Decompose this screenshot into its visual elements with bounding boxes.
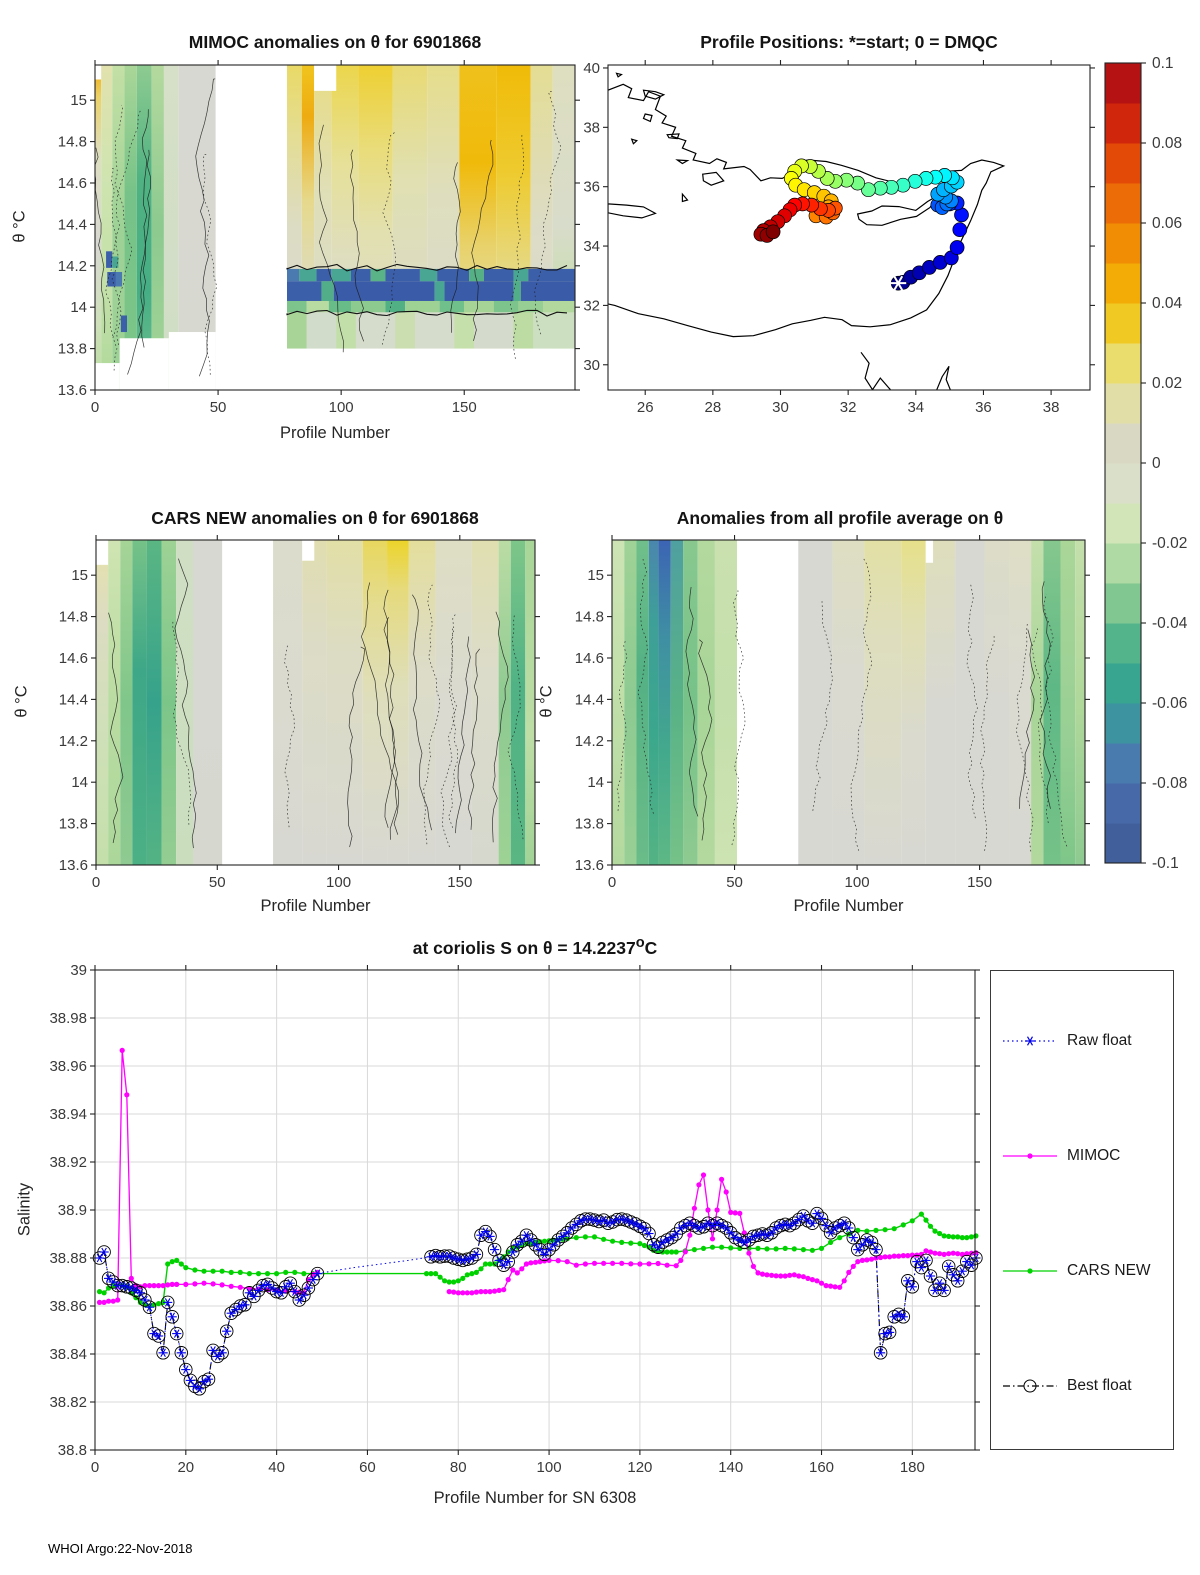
allprof-anomaly-heatmap [575, 535, 1090, 891]
tick-label: 14.6 [58, 649, 88, 667]
legend-entry-raw-float [991, 1029, 1173, 1053]
tick-label: 14.8 [58, 608, 88, 626]
allprof-anomaly-heatmap-cells [612, 540, 1085, 865]
salinity-line-chart [49, 962, 982, 1476]
tick-label: 38 [583, 119, 600, 137]
tick-label: 38.94 [49, 1106, 87, 1123]
tick-label: 0.04 [1152, 295, 1183, 312]
chart-grid [95, 970, 975, 1450]
legend [990, 970, 1174, 1450]
tick-label: 38.96 [49, 1058, 87, 1075]
legend-label-best-float: Best float [1067, 1377, 1132, 1394]
tick-label: 36 [583, 178, 600, 196]
tick-label: 100 [536, 1459, 562, 1476]
salinity-title-unit: C [644, 937, 658, 958]
cars-ylabel: θ °C [12, 685, 31, 718]
tick-label: -0.08 [1152, 775, 1188, 792]
tick-label: 150 [447, 874, 473, 891]
tick-label: -0.02 [1152, 535, 1188, 552]
tick-label: 14.4 [574, 691, 604, 709]
coastline [617, 73, 622, 77]
tick-label: 15 [71, 567, 88, 585]
tick-label: 36 [975, 399, 992, 416]
tick-label: 13.6 [58, 857, 88, 874]
salinity-title-main: at coriolis S on θ = 14.2237 [412, 937, 636, 958]
mimoc-anomaly-heatmap-cells [95, 65, 575, 390]
tick-label: 50 [726, 874, 743, 891]
allprof-plot-title: Anomalies from all profile average on θ [676, 508, 1004, 528]
tick-label: 38.98 [49, 1010, 87, 1027]
tick-label: 0 [91, 874, 101, 891]
tick-label: -0.1 [1152, 855, 1179, 872]
tick-label: 13.8 [58, 815, 88, 833]
coastline [644, 114, 653, 121]
tick-label: 30 [772, 399, 789, 416]
tick-label: 0.1 [1152, 55, 1174, 72]
tick-label: 38.8 [57, 1442, 87, 1459]
tick-label: 180 [899, 1459, 925, 1476]
raw-float-line-sample [1001, 1031, 1059, 1051]
coastline [677, 160, 687, 164]
tick-label: 100 [844, 874, 870, 891]
tick-label: 32 [839, 399, 857, 416]
tick-label: 32 [583, 297, 600, 315]
tick-label: 14.4 [57, 216, 87, 234]
tick-label: 80 [449, 1459, 467, 1476]
tick-label: 0.02 [1152, 375, 1183, 392]
salinity-title-sup: o [635, 935, 645, 951]
legend-label-raw-float: Raw float [1067, 1032, 1132, 1049]
tick-label: 14 [587, 774, 604, 792]
tick-label: 50 [208, 874, 226, 891]
axes-box [608, 65, 1090, 390]
tick-label: 13.8 [574, 815, 604, 833]
footer-datestamp: WHOI Argo:22-Nov-2018 [48, 1541, 193, 1556]
cars-new-line-sample [1001, 1261, 1059, 1281]
tick-label: -0.04 [1152, 615, 1188, 632]
profile-positions-map [583, 60, 1095, 416]
tick-label: 100 [326, 874, 352, 891]
float-trajectory-dots [754, 159, 969, 290]
tick-label: 38.9 [57, 1202, 87, 1219]
tick-label: 14.2 [57, 257, 87, 275]
legend-entry-best-float [991, 1374, 1173, 1398]
tick-label: 150 [451, 399, 477, 416]
tick-label: 60 [359, 1459, 376, 1476]
coastline [937, 366, 951, 389]
legend-label-cars-new: CARS NEW [1067, 1262, 1151, 1279]
salinity-plot-title [95, 935, 975, 959]
coastline [682, 194, 687, 201]
allprof-xlabel: Profile Number [793, 897, 904, 915]
best-float-line-sample [1001, 1376, 1059, 1396]
tick-label: 38.92 [49, 1154, 87, 1171]
cars-xlabel: Profile Number [260, 897, 371, 915]
allprof-ylabel: θ °C [537, 685, 556, 718]
tick-label: 38.88 [49, 1250, 87, 1267]
coastline [703, 172, 724, 185]
anomaly-colorbar [1105, 55, 1188, 872]
mimoc-plot-title: MIMOC anomalies on θ for 6901868 [188, 32, 482, 52]
tick-label: 38.86 [49, 1298, 87, 1315]
tick-label: 0.06 [1152, 215, 1183, 232]
legend-entry-cars-new [991, 1259, 1173, 1283]
salinity-ylabel: Salinity [15, 1182, 34, 1237]
tick-label: 13.6 [574, 857, 604, 874]
mimoc-ylabel: θ °C [10, 210, 29, 243]
tick-label: 38 [1042, 399, 1060, 416]
tick-label: 14.6 [57, 174, 87, 192]
tick-label: 14.8 [57, 133, 87, 151]
tick-label: 15 [70, 92, 87, 110]
profile-position-dot [950, 241, 964, 255]
tick-label: 13.6 [57, 382, 87, 399]
tick-label: 40 [268, 1459, 285, 1476]
coastline [608, 204, 655, 218]
tick-label: 14.2 [58, 732, 88, 750]
salinity-xlabel: Profile Number for SN 6308 [433, 1489, 637, 1507]
coastline [861, 352, 890, 389]
profile-position-dot [953, 223, 967, 237]
tick-label: 15 [587, 567, 604, 585]
tick-label: 14.2 [574, 732, 604, 750]
cars-anomaly-heatmap-cells [96, 540, 535, 865]
tick-label: 34 [583, 238, 600, 256]
tick-label: 100 [328, 399, 354, 416]
tick-label: 34 [907, 399, 925, 416]
tick-label: 14.4 [58, 691, 88, 709]
tick-label: 150 [967, 874, 993, 891]
legend-label-mimoc: MIMOC [1067, 1147, 1121, 1164]
tick-label: 0 [1152, 455, 1161, 472]
tick-label: 14 [71, 774, 88, 792]
tick-label: 0 [90, 1459, 100, 1476]
mimoc-line-sample [1001, 1146, 1059, 1166]
tick-label: 39 [70, 962, 87, 979]
map-title: Profile Positions: *=start; 0 = DMQC [700, 32, 998, 52]
tick-label: 40 [583, 59, 600, 77]
tick-label: 14.8 [574, 608, 604, 626]
tick-label: 0 [607, 874, 617, 891]
mimoc-xlabel: Profile Number [279, 424, 391, 442]
map-axes [583, 60, 1095, 416]
raw-float-series [95, 1210, 981, 1393]
tick-label: 160 [809, 1459, 835, 1476]
tick-label: 14.6 [574, 649, 604, 667]
tick-label: 120 [627, 1459, 653, 1476]
mimoc-anomaly-heatmap [58, 60, 580, 416]
tick-label: 13.8 [57, 340, 87, 358]
tick-label: -0.06 [1152, 695, 1188, 712]
map-body [608, 73, 1004, 389]
tick-label: 20 [177, 1459, 195, 1476]
tick-label: 0.08 [1152, 135, 1183, 152]
tick-label: 30 [583, 356, 600, 374]
tick-label: 140 [718, 1459, 744, 1476]
tick-label: 26 [636, 399, 654, 416]
tick-label: 38.82 [49, 1394, 87, 1411]
coastline [858, 196, 937, 225]
tick-label: 14 [70, 299, 87, 317]
coastline [632, 139, 637, 144]
mimoc-series [97, 1048, 979, 1305]
profile-position-dot [766, 225, 780, 239]
tick-label: 38.84 [49, 1346, 87, 1363]
cars-plot-title: CARS NEW anomalies on θ for 6901868 [151, 508, 479, 528]
tick-label: 28 [704, 399, 722, 416]
cars-anomaly-heatmap [59, 535, 540, 891]
tick-label: 0 [90, 399, 100, 416]
tick-label: 50 [209, 399, 227, 416]
legend-entry-mimoc [991, 1144, 1173, 1168]
